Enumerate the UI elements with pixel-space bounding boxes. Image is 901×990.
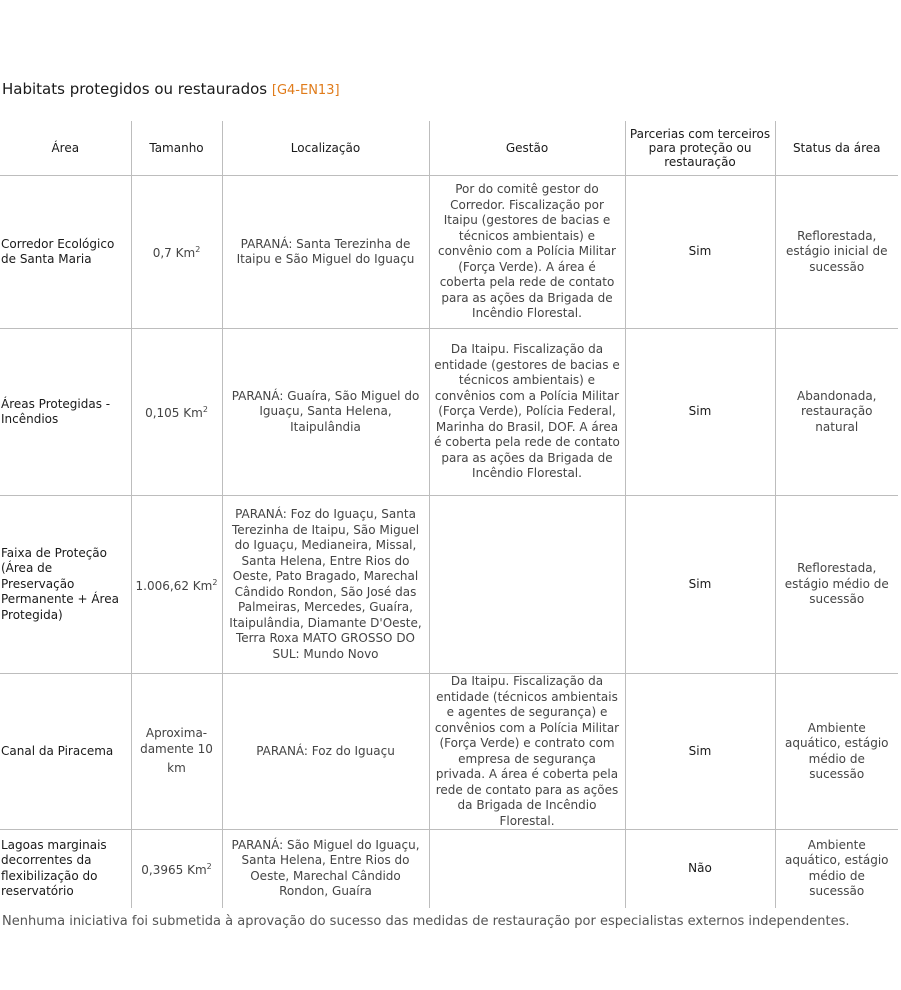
header-partnerships: Parcerias com terceiros para proteção ou restauração (625, 121, 775, 176)
table-row (0, 830, 898, 908)
cell-location: PARANÁ: Santa Terezinha de Itaipu e São Miguel do Iguaçu (222, 176, 429, 329)
cell-management: Da Itaipu. Fiscalização da entidade (técnicos ambientais e agentes de segurança) e convênios com a Polícia Militar (Força Verde) e contrato com empresa de segurança privada. A área é coberta pela rede de contato para as ações da Brigada de Incêndio Florestal. (429, 674, 625, 830)
header-area: Área (51, 141, 80, 155)
cell-location: PARANÁ: Foz do Iguaçu, Santa Terezinha de Itaipu, São Miguel do Iguaçu, Medianeira, Missal, Santa Helena, Entre Rios do Oeste, Pato Bragado, Marechal Cândido Rondon, São José das Palmeiras, Mercedes, Guaíra, Itaipulândia, Diamante D'Oeste, Terra Roxa MATO GROSSO DO SUL: Mundo Novo (222, 496, 429, 674)
cell-partnerships: Não (625, 830, 775, 908)
cell-management (429, 830, 625, 908)
cell-status: Reflorestada, estágio médio de sucessão (775, 496, 898, 674)
header-status: Status da área (775, 121, 898, 176)
cell-size: 0,3965 Km$^2$ (131, 830, 222, 908)
cell-size: 1.006,62 Km$^2$ (131, 496, 222, 674)
cell-partnerships: Sim (625, 176, 775, 329)
page-title (2, 80, 340, 98)
cell-area: Corredor Ecológico de Santa Maria (1, 236, 115, 266)
table-row (0, 674, 898, 830)
cell-size: 0,7 Km$^2$ (131, 176, 222, 329)
table-row (0, 329, 898, 496)
table-row (0, 496, 898, 674)
header-management: Gestão (429, 121, 625, 176)
cell-management: Por do comitê gestor do Corredor. Fiscalização por Itaipu (gestores de bacias e técnicos ambientais) e convênio com a Polícia Militar (Força Verde). A área é coberta pela rede de contato para as ações da Brigada de Incêndio Florestal. (429, 176, 625, 329)
header-size: Tamanho (131, 121, 222, 176)
cell-location: PARANÁ: São Miguel do Iguaçu, Santa Helena, Entre Rios do Oeste, Marechal Cândido Rondon, Guaíra (222, 830, 429, 908)
cell-status: Ambiente aquático, estágio médio de sucessão (775, 674, 898, 830)
cell-partnerships: Sim (625, 674, 775, 830)
cell-location: PARANÁ: Foz do Iguaçu (222, 674, 429, 830)
gri-code: [G4-EN13] (271, 83, 340, 98)
header-location: Localização (222, 121, 429, 176)
cell-management: Da Itaipu. Fiscalização da entidade (gestores de bacias e técnicos ambientais) e convênios com a Polícia Militar (Força Verde), Polícia Federal, Marinha do Brasil, DOF. A área é coberta pela rede de contato para as ações da Brigada de Incêndio Florestal. (429, 329, 625, 496)
table-row (0, 176, 898, 329)
habitats-table (0, 121, 898, 908)
cell-status: Ambiente aquático, estágio médio de sucessão (775, 830, 898, 908)
cell-status: Reflorestada, estágio inicial de sucessão (775, 176, 898, 329)
cell-size: Aproxima- damente 10 km (131, 674, 222, 830)
footnote: Nenhuma iniciativa foi submetida à aprovação do sucesso das medidas de restauração por especialistas externos independentes. (2, 914, 850, 929)
cell-status: Abandonada, restauração natural (775, 329, 898, 496)
cell-partnerships: Sim (625, 329, 775, 496)
title-text: Habitats protegidos ou restaurados (2, 80, 268, 98)
cell-location: PARANÁ: Guaíra, São Miguel do Iguaçu, Santa Helena, Itaipulândia (222, 329, 429, 496)
table-header-row (0, 121, 898, 176)
cell-management (429, 496, 625, 674)
cell-area: Áreas Protegidas - Incêndios (1, 396, 111, 426)
cell-area: Canal da Piracema (1, 743, 114, 758)
cell-partnerships: Sim (625, 496, 775, 674)
cell-size: 0,105 Km$^2$ (131, 329, 222, 496)
cell-area: Faixa de Proteção (Área de Preservação Permanente + Área Protegida) (1, 545, 119, 622)
cell-area: Lagoas marginais decorrentes da flexibilização do reservatório (1, 837, 107, 899)
